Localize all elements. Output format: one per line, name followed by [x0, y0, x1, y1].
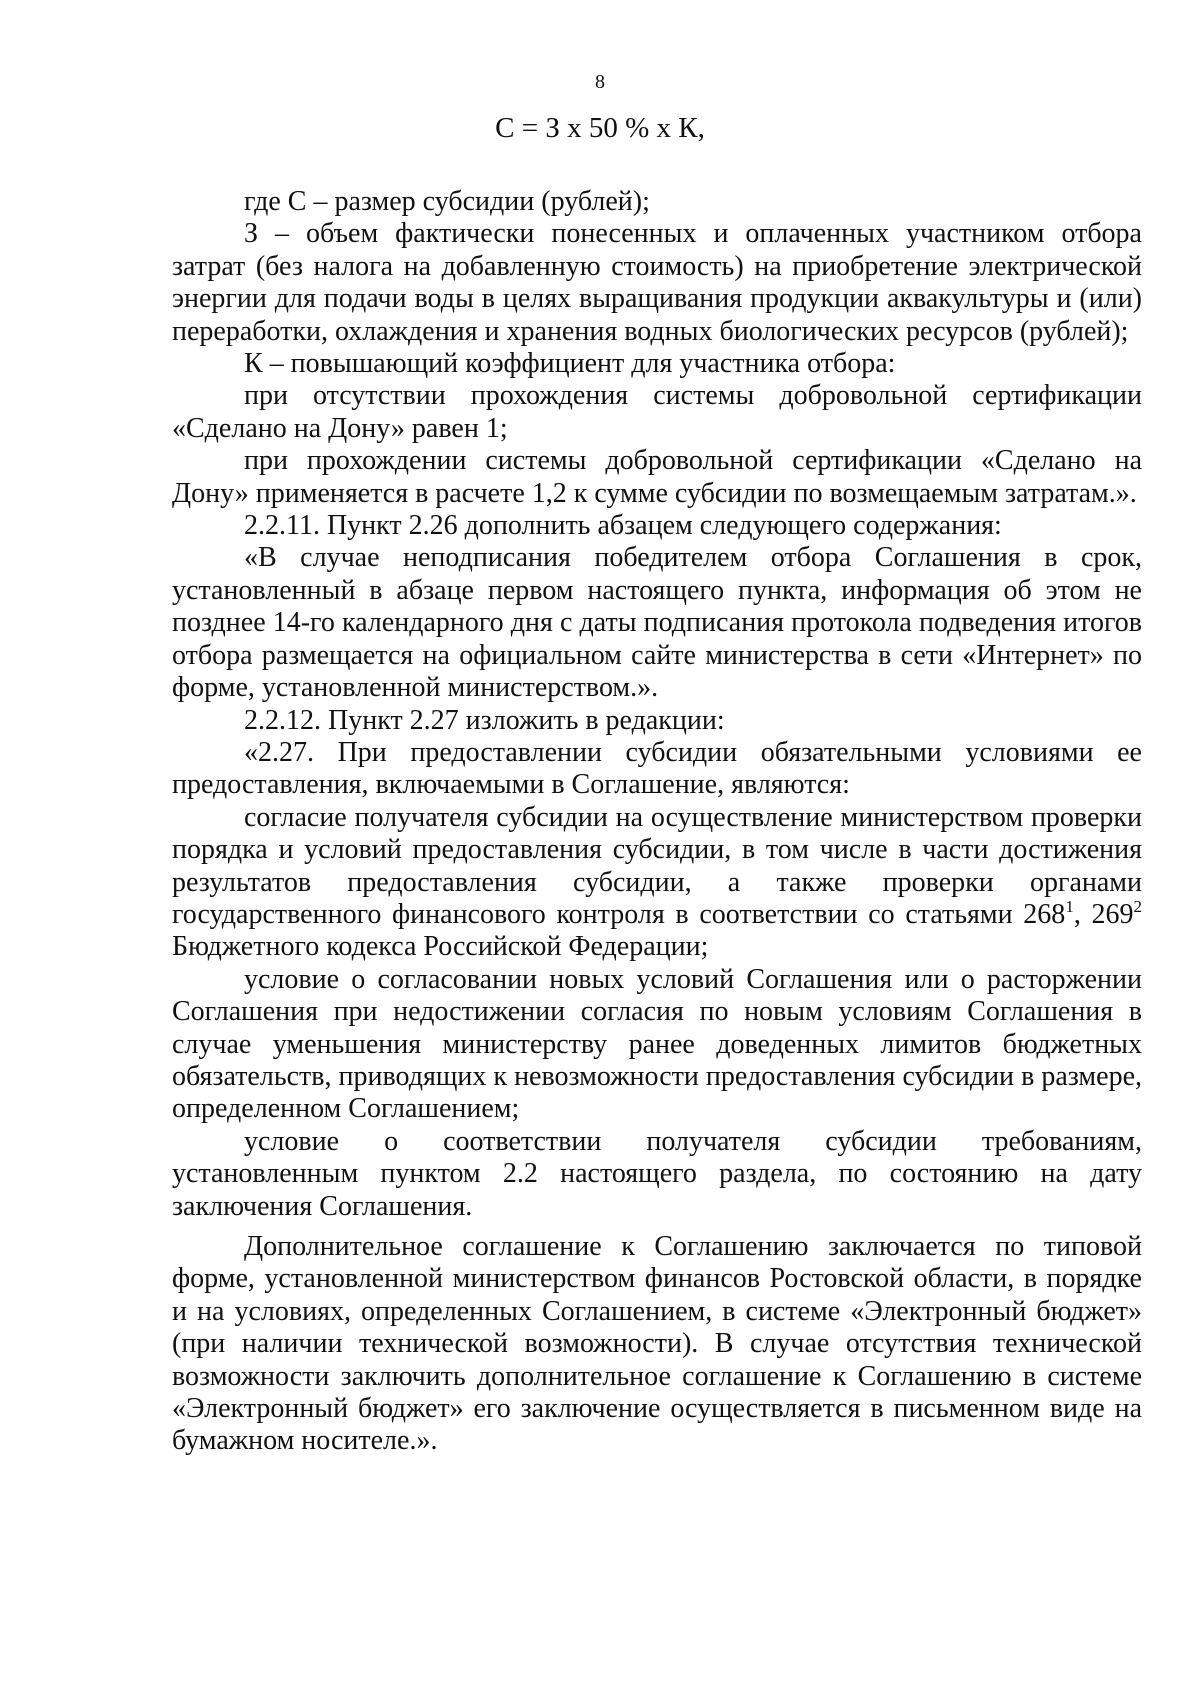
paragraph-definition-k: К – повышающий коэффициент для участника отбора:: [244, 348, 896, 380]
consent-audit-separator: , 269: [1073, 898, 1134, 930]
paragraph-definition-z: З – объем фактически понесенных и оплаченных участником отбора затрат (без налога на добавленную стоимость) на приобретение электрической энергии для подачи воды в целях выращивания продукции аквакультуры и (или) переработки, охлаждения и хранения водных биологических ресурсов (рублей);: [172, 218, 1142, 347]
page-number: 8: [595, 71, 605, 93]
paragraph-k-without-certification: при отсутствии прохождения системы добровольной сертификации «Сделано на Дону» равен 1;: [172, 380, 1142, 444]
consent-audit-text: согласие получателя субсидии на осуществление министерством проверки порядка и условий предоставления субсидии, в том числе в части достижения результатов предоставления субсидии, а также проверки органами государственного финансового контроля в соответствии со статьями 268: [172, 801, 1142, 930]
paragraph-item-2-27: «2.27. При предоставлении субсидии обязательными условиями ее предоставления, включаемыми в Соглашение, являются:: [172, 736, 1142, 801]
paragraph-consent-audit: [172, 802, 1142, 964]
paragraph-item-2-2-12: 2.2.12. Пункт 2.27 изложить в редакции:: [244, 704, 725, 736]
subsidy-formula: С = З х 50 % х К,: [495, 112, 705, 144]
paragraph-definition-c: где С – размер субсидии (рублей);: [244, 186, 650, 217]
document-body: [172, 186, 1142, 1458]
consent-audit-code: Бюджетного кодекса Российской Федерации;: [172, 931, 709, 963]
paragraph-new-conditions: условие о согласовании новых условий Соглашения или о расторжении Соглашения при недостижении согласия по новым условиям Соглашения в случае уменьшения министерству ранее доведенных лимитов бюджетных обязательств, приводящих к невозможности предоставления субсидии в размере, определенном Соглашением;: [172, 963, 1142, 1125]
paragraph-item-2-2-11: 2.2.11. Пункт 2.26 дополнить абзацем следующего содержания:: [244, 510, 1002, 542]
paragraph-additional-agreement: Дополнительное соглашение к Соглашению заключается по типовой форме, установленной министерством финансов Ростовской области, в порядке и на условиях, определенных Соглашением, в системе «Электронный бюджет» (при наличии технической возможности). В случае отсутствия технической возможности заключить дополнительное соглашение к Соглашению в системе «Электронный бюджет» его заключение осуществляется в письменном виде на бумажном носителе.».: [172, 1231, 1142, 1457]
paragraph-compliance-condition: условие о соответствии получателя субсидии требованиям, установленным пунктом 2.2 настоящего раздела, по состоянию на дату заключения Соглашения.: [172, 1125, 1142, 1222]
paragraph-k-with-certification: при прохождении системы добровольной сертификации «Сделано на Дону» применяется в расчете 1,2 к сумме субсидии по возмещаемым затратам.».: [172, 445, 1142, 509]
article-superscript-2: 2: [1133, 896, 1142, 916]
paragraph-unsigned-agreement: «В случае неподписания победителем отбора Соглашения в срок, установленный в абзаце первом настоящего пункта, информация об этом не позднее 14-го календарного дня с даты подписания протокола подведения итогов отбора размещается на официальном сайте министерства в сети «Интернет» по форме, установленной министерством.».: [172, 542, 1142, 704]
article-superscript-1: 1: [1065, 896, 1074, 916]
